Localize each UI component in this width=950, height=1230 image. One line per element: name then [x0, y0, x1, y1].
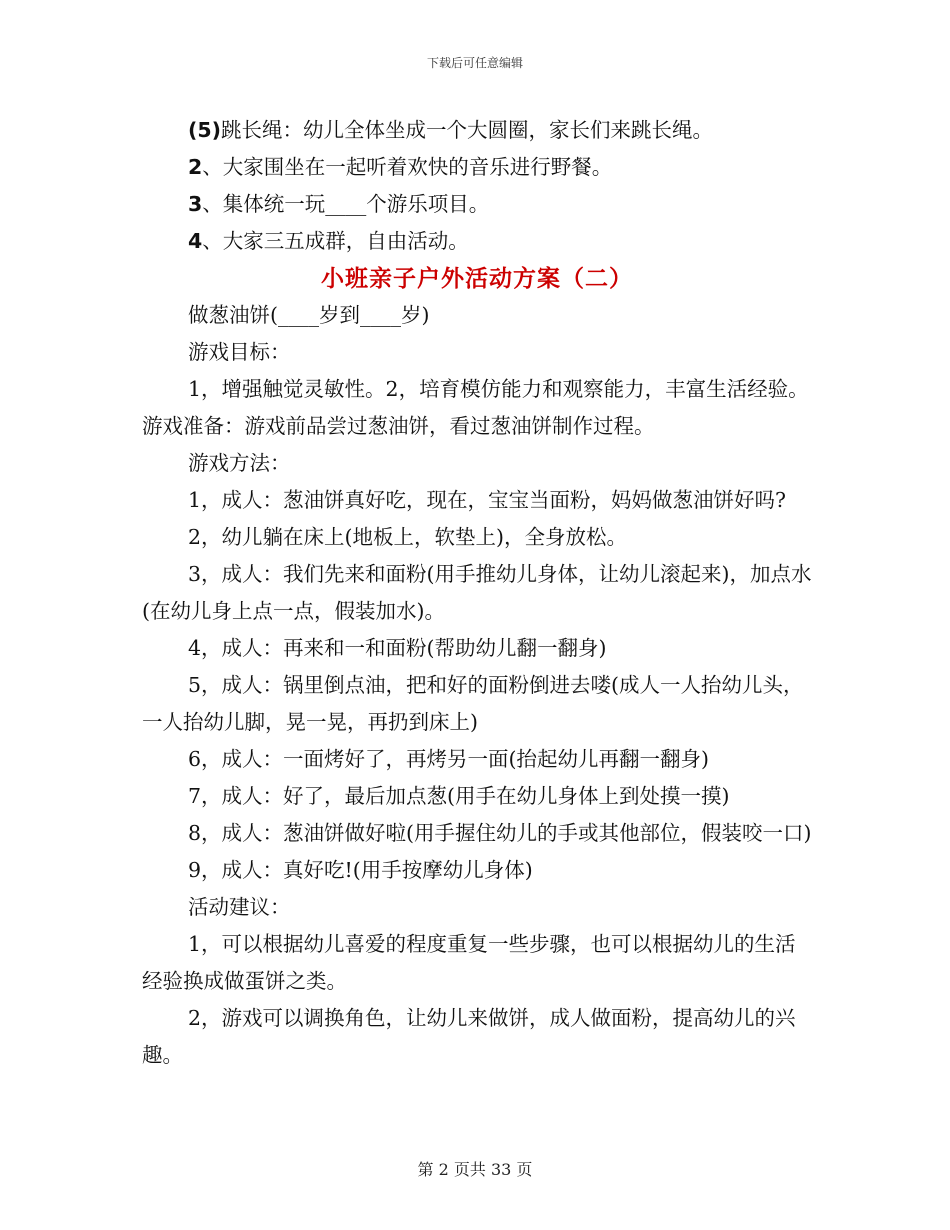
paragraph: 3，成人：我们先来和面粉(用手推幼儿身体，让幼儿滚起来)，加点水(在幼儿身上点一点，假装加水)。	[142, 562, 812, 623]
paragraph: 活动建议：	[188, 895, 291, 919]
list-item	[142, 223, 812, 260]
document-body	[142, 112, 812, 1074]
paragraph: 1，可以根据幼儿喜爱的程度重复一些步骤，也可以根据幼儿的生活经验换成做蛋饼之类。	[142, 932, 796, 993]
paragraph: 1，增强触觉灵敏性。2，培育模仿能力和观察能力，丰富生活经验。游戏准备：游戏前品尝过葱油饼，看过葱油饼制作过程。	[142, 377, 809, 438]
list-item-number: (5)	[188, 118, 222, 142]
page-footer: 第 2 页共 33 页	[417, 1160, 533, 1179]
paragraph: 做葱油饼(____岁到____岁)	[188, 303, 430, 327]
paragraph: 4，成人：再来和一和面粉(帮助幼儿翻一翻身)	[188, 636, 607, 660]
list-item-number: 2	[188, 155, 203, 179]
paragraph: 1，成人：葱油饼真好吃，现在，宝宝当面粉，妈妈做葱油饼好吗?	[188, 488, 787, 512]
paragraph: 2，游戏可以调换角色，让幼儿来做饼，成人做面粉，提高幼儿的兴趣。	[142, 1006, 796, 1067]
list-item	[142, 149, 812, 186]
paragraph: 9，成人：真好吃!(用手按摩幼儿身体)	[188, 858, 533, 882]
paragraph: 8，成人：葱油饼做好啦(用手握住幼儿的手或其他部位，假装咬一口)	[188, 821, 812, 845]
paragraph: 7，成人：好了，最后加点葱(用手在幼儿身体上到处摸一摸)	[188, 784, 730, 808]
list-item-number: 3	[188, 192, 203, 216]
paragraph: 2，幼儿躺在床上(地板上，软垫上)，全身放松。	[188, 525, 628, 549]
list-item	[142, 186, 812, 223]
section-title: 小班亲子户外活动方案（二）	[321, 265, 633, 292]
list-item-text: 、大家三五成群，自由活动。	[202, 229, 469, 253]
list-item-text: 、大家围坐在一起听着欢快的音乐进行野餐。	[202, 155, 613, 179]
list-item-text: 跳长绳：幼儿全体坐成一个大圆圈，家长们来跳长绳。	[221, 118, 714, 142]
paragraph: 游戏方法：	[188, 451, 291, 475]
page-header: 下载后可任意编辑	[426, 56, 523, 70]
list-item-number: 4	[188, 229, 203, 253]
paragraph: 游戏目标：	[188, 340, 291, 364]
list-item-text: 、集体统一玩____个游乐项目。	[202, 192, 490, 216]
paragraph: 6，成人：一面烤好了，再烤另一面(抬起幼儿再翻一翻身)	[188, 747, 710, 771]
paragraph: 5，成人：锅里倒点油，把和好的面粉倒进去喽(成人一人抬幼儿头，一人抬幼儿脚，晃一晃，再扔到床上)	[142, 673, 804, 734]
list-item	[142, 112, 812, 149]
